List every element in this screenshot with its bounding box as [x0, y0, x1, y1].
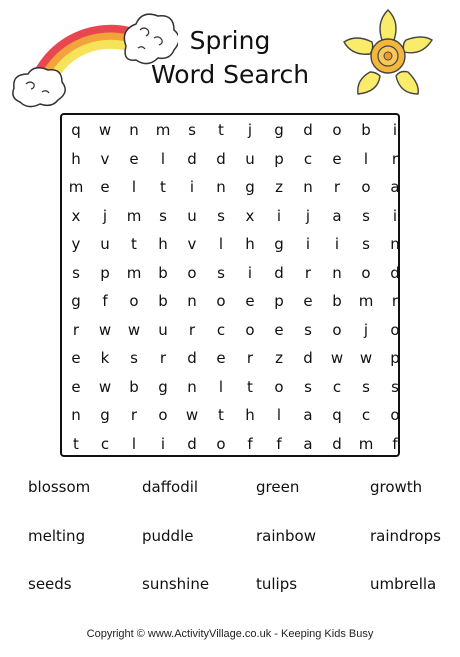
grid-letter[interactable]: n [129, 121, 139, 139]
grid-letter[interactable]: x [245, 206, 255, 225]
grid-letter[interactable]: e [245, 292, 255, 310]
word-list-item: daffodil [142, 478, 199, 496]
grid-letter[interactable]: i [392, 206, 398, 225]
grid-letter[interactable]: l [218, 235, 224, 253]
grid-letter[interactable]: m [358, 434, 374, 453]
grid-letter[interactable]: i [305, 235, 311, 253]
grid-letter[interactable]: a [303, 406, 313, 424]
word-list-item: growth [370, 478, 423, 496]
grid-letter[interactable]: d [303, 349, 313, 367]
grid-letter[interactable]: b [158, 292, 168, 310]
grid-letter[interactable]: f [392, 434, 398, 453]
grid-letter[interactable]: s [130, 349, 138, 367]
grid-letter[interactable]: n [390, 235, 400, 253]
grid-letter[interactable]: r [188, 320, 196, 339]
grid-letter[interactable]: p [274, 292, 284, 310]
grid-letter[interactable]: u [100, 235, 110, 253]
grid-letter[interactable]: r [246, 349, 254, 367]
grid-letter[interactable]: e [332, 149, 342, 168]
grid-letter[interactable]: w [185, 406, 199, 424]
grid-letter[interactable]: o [187, 263, 197, 282]
word-search-grid [60, 113, 400, 457]
grid-letter[interactable]: j [363, 320, 369, 339]
grid-letter[interactable]: d [187, 149, 197, 168]
grid-letter[interactable]: a [390, 178, 400, 196]
page-title [140, 24, 320, 92]
grid-letter[interactable]: l [131, 434, 137, 453]
grid-letter[interactable]: s [72, 263, 80, 282]
grid-letter[interactable]: a [332, 206, 342, 225]
grid-letter[interactable]: u [158, 320, 168, 339]
grid-letter[interactable]: s [391, 377, 399, 396]
grid-letter[interactable]: g [71, 292, 81, 310]
grid-letter[interactable]: t [218, 121, 224, 139]
grid-letter[interactable]: t [160, 178, 166, 196]
grid-letter[interactable]: o [216, 292, 226, 310]
grid-letter[interactable]: s [188, 121, 196, 139]
grid-letter[interactable]: i [334, 235, 340, 253]
grid-letter[interactable]: o [274, 377, 284, 396]
grid-letter[interactable]: l [363, 149, 369, 168]
grid-letter[interactable]: y [71, 235, 81, 253]
grid-letter[interactable]: k [100, 349, 110, 367]
grid-letter[interactable]: w [98, 121, 112, 139]
grid-letter[interactable]: l [131, 178, 137, 196]
grid-letter[interactable]: c [332, 377, 342, 396]
grid-letter[interactable]: e [100, 178, 110, 196]
grid-letter[interactable]: z [275, 349, 283, 367]
grid-letter[interactable]: r [72, 320, 80, 339]
grid-letter[interactable]: m [155, 121, 171, 139]
grid-letter[interactable]: n [216, 178, 226, 196]
grid-letter[interactable]: f [276, 434, 282, 453]
grid-letter[interactable]: i [247, 263, 253, 282]
grid-letter[interactable]: l [276, 406, 282, 424]
grid-letter[interactable]: h [71, 149, 81, 168]
grid-letter[interactable]: g [274, 121, 284, 139]
grid-letter[interactable]: b [361, 121, 371, 139]
grid-letter[interactable]: j [247, 121, 253, 139]
grid-letter[interactable]: j [102, 206, 108, 225]
grid-letter[interactable]: s [159, 206, 167, 225]
grid-letter[interactable]: v [100, 149, 110, 168]
grid-letter[interactable]: b [129, 377, 139, 396]
grid-letter[interactable]: h [245, 235, 255, 253]
word-list-item: tulips [256, 575, 298, 593]
grid-letter[interactable]: x [71, 206, 81, 225]
grid-letter[interactable]: e [129, 149, 139, 168]
word-list-item: blossom [28, 478, 91, 496]
grid-letter[interactable]: s [217, 206, 225, 225]
grid-letter[interactable]: m [68, 178, 84, 196]
word-list-item: sunshine [142, 575, 210, 593]
grid-letter[interactable]: o [390, 320, 400, 339]
grid-letter[interactable]: r [130, 406, 138, 424]
grid-letter[interactable]: n [303, 178, 313, 196]
word-list-item: melting [28, 527, 86, 545]
grid-letter[interactable]: m [126, 263, 142, 282]
grid-letter[interactable]: e [71, 377, 81, 396]
grid-letter[interactable]: p [100, 263, 110, 282]
grid-letter[interactable]: g [245, 178, 255, 196]
grid-letter[interactable]: m [358, 292, 374, 310]
grid-letter[interactable]: u [245, 149, 255, 168]
grid-letter[interactable]: d [390, 263, 400, 282]
grid-letter[interactable]: l [218, 377, 224, 396]
grid-letter[interactable]: s [362, 377, 370, 396]
grid-letter[interactable]: v [187, 235, 197, 253]
grid-letter[interactable]: m [126, 206, 142, 225]
grid-letter[interactable]: u [187, 206, 197, 225]
grid-letter[interactable]: c [100, 434, 110, 453]
grid-letter[interactable]: b [332, 292, 342, 310]
grid-letter[interactable]: o [361, 263, 371, 282]
grid-letter[interactable]: o [216, 434, 226, 453]
grid-letter[interactable]: i [160, 434, 166, 453]
grid-letter[interactable]: d [187, 349, 197, 367]
word-list-item: rainbow [256, 527, 316, 545]
grid-letter[interactable]: q [332, 406, 342, 424]
grid-letter[interactable]: c [361, 406, 371, 424]
word-list-item: raindrops [370, 527, 441, 545]
grid-letter[interactable]: s [304, 377, 312, 396]
grid-letter[interactable]: i [189, 178, 195, 196]
grid-letter[interactable]: e [71, 349, 81, 367]
grid-letter[interactable]: w [127, 320, 141, 339]
grid-letter[interactable]: e [216, 349, 226, 367]
grid-letter[interactable]: s [362, 206, 370, 225]
grid-letter[interactable]: p [274, 149, 284, 168]
word-list-item: umbrella [370, 575, 437, 593]
grid-letter[interactable]: d [187, 434, 197, 453]
grid-letter[interactable]: i [276, 206, 282, 225]
grid-letter[interactable]: r [304, 263, 312, 282]
grid-letter[interactable]: h [158, 235, 168, 253]
daffodil-illustration [340, 6, 436, 102]
grid-letter[interactable]: z [275, 178, 283, 196]
grid-letter[interactable]: l [160, 149, 166, 168]
grid-letter[interactable]: r [333, 178, 341, 196]
grid-letter[interactable]: o [390, 406, 400, 424]
grid-letter[interactable]: p [390, 349, 400, 367]
grid-letter[interactable]: g [158, 377, 168, 396]
grid-letter[interactable]: t [73, 434, 79, 453]
grid-letter[interactable]: c [216, 320, 226, 339]
grid-letter[interactable]: q [71, 121, 81, 139]
grid-letter[interactable]: o [332, 121, 342, 139]
grid-letter[interactable]: o [245, 320, 255, 339]
grid-letter[interactable]: t [131, 235, 137, 253]
grid-letter[interactable]: w [98, 377, 112, 396]
grid-letter[interactable]: c [303, 149, 313, 168]
grid-letter[interactable]: d [216, 149, 226, 168]
grid-letter[interactable]: j [305, 206, 311, 225]
grid-letter[interactable]: n [187, 377, 197, 396]
grid-letter[interactable]: s [217, 263, 225, 282]
title-line-2: Word Search [150, 60, 310, 89]
grid-letter[interactable]: w [359, 349, 373, 367]
title-line-1: Spring [189, 26, 271, 55]
copyright-footer: Copyright © www.ActivityVillage.co.uk - Keeping Kids Busy [86, 628, 374, 640]
grid-letter[interactable]: n [71, 406, 81, 424]
grid-letter[interactable]: i [392, 121, 398, 139]
grid-letter[interactable]: t [247, 377, 253, 396]
grid-letter[interactable]: w [330, 349, 344, 367]
grid-letter[interactable]: g [274, 235, 284, 253]
grid-letter[interactable]: s [304, 320, 312, 339]
grid-letter[interactable]: d [303, 121, 313, 139]
grid-letter[interactable]: e [303, 292, 313, 310]
grid-letter[interactable]: b [158, 263, 168, 282]
grid-letter[interactable]: s [362, 235, 370, 253]
grid-letter[interactable]: w [98, 320, 112, 339]
grid-letter[interactable]: d [274, 263, 284, 282]
grid-letter[interactable]: r [159, 349, 167, 367]
grid-letter[interactable]: f [247, 434, 253, 453]
grid-letter[interactable]: g [100, 406, 110, 424]
grid-letter[interactable]: t [218, 406, 224, 424]
grid-letter[interactable]: a [303, 434, 313, 453]
grid-letter[interactable]: d [332, 434, 342, 453]
grid-letter[interactable]: o [158, 406, 168, 424]
grid-letter[interactable]: o [361, 178, 371, 196]
word-list-item: seeds [28, 575, 72, 593]
grid-letter[interactable]: n [187, 292, 197, 310]
grid-letter[interactable]: o [332, 320, 342, 339]
word-list-item: green [256, 478, 300, 496]
grid-letter[interactable]: o [129, 292, 139, 310]
grid-letter[interactable]: r [391, 149, 399, 168]
grid-letter[interactable]: n [332, 263, 342, 282]
word-list-item: puddle [142, 527, 194, 545]
grid-letter[interactable]: r [391, 292, 399, 310]
grid-letter[interactable]: e [274, 320, 284, 339]
grid-letter[interactable]: f [102, 292, 108, 310]
grid-letter[interactable]: h [245, 406, 255, 424]
